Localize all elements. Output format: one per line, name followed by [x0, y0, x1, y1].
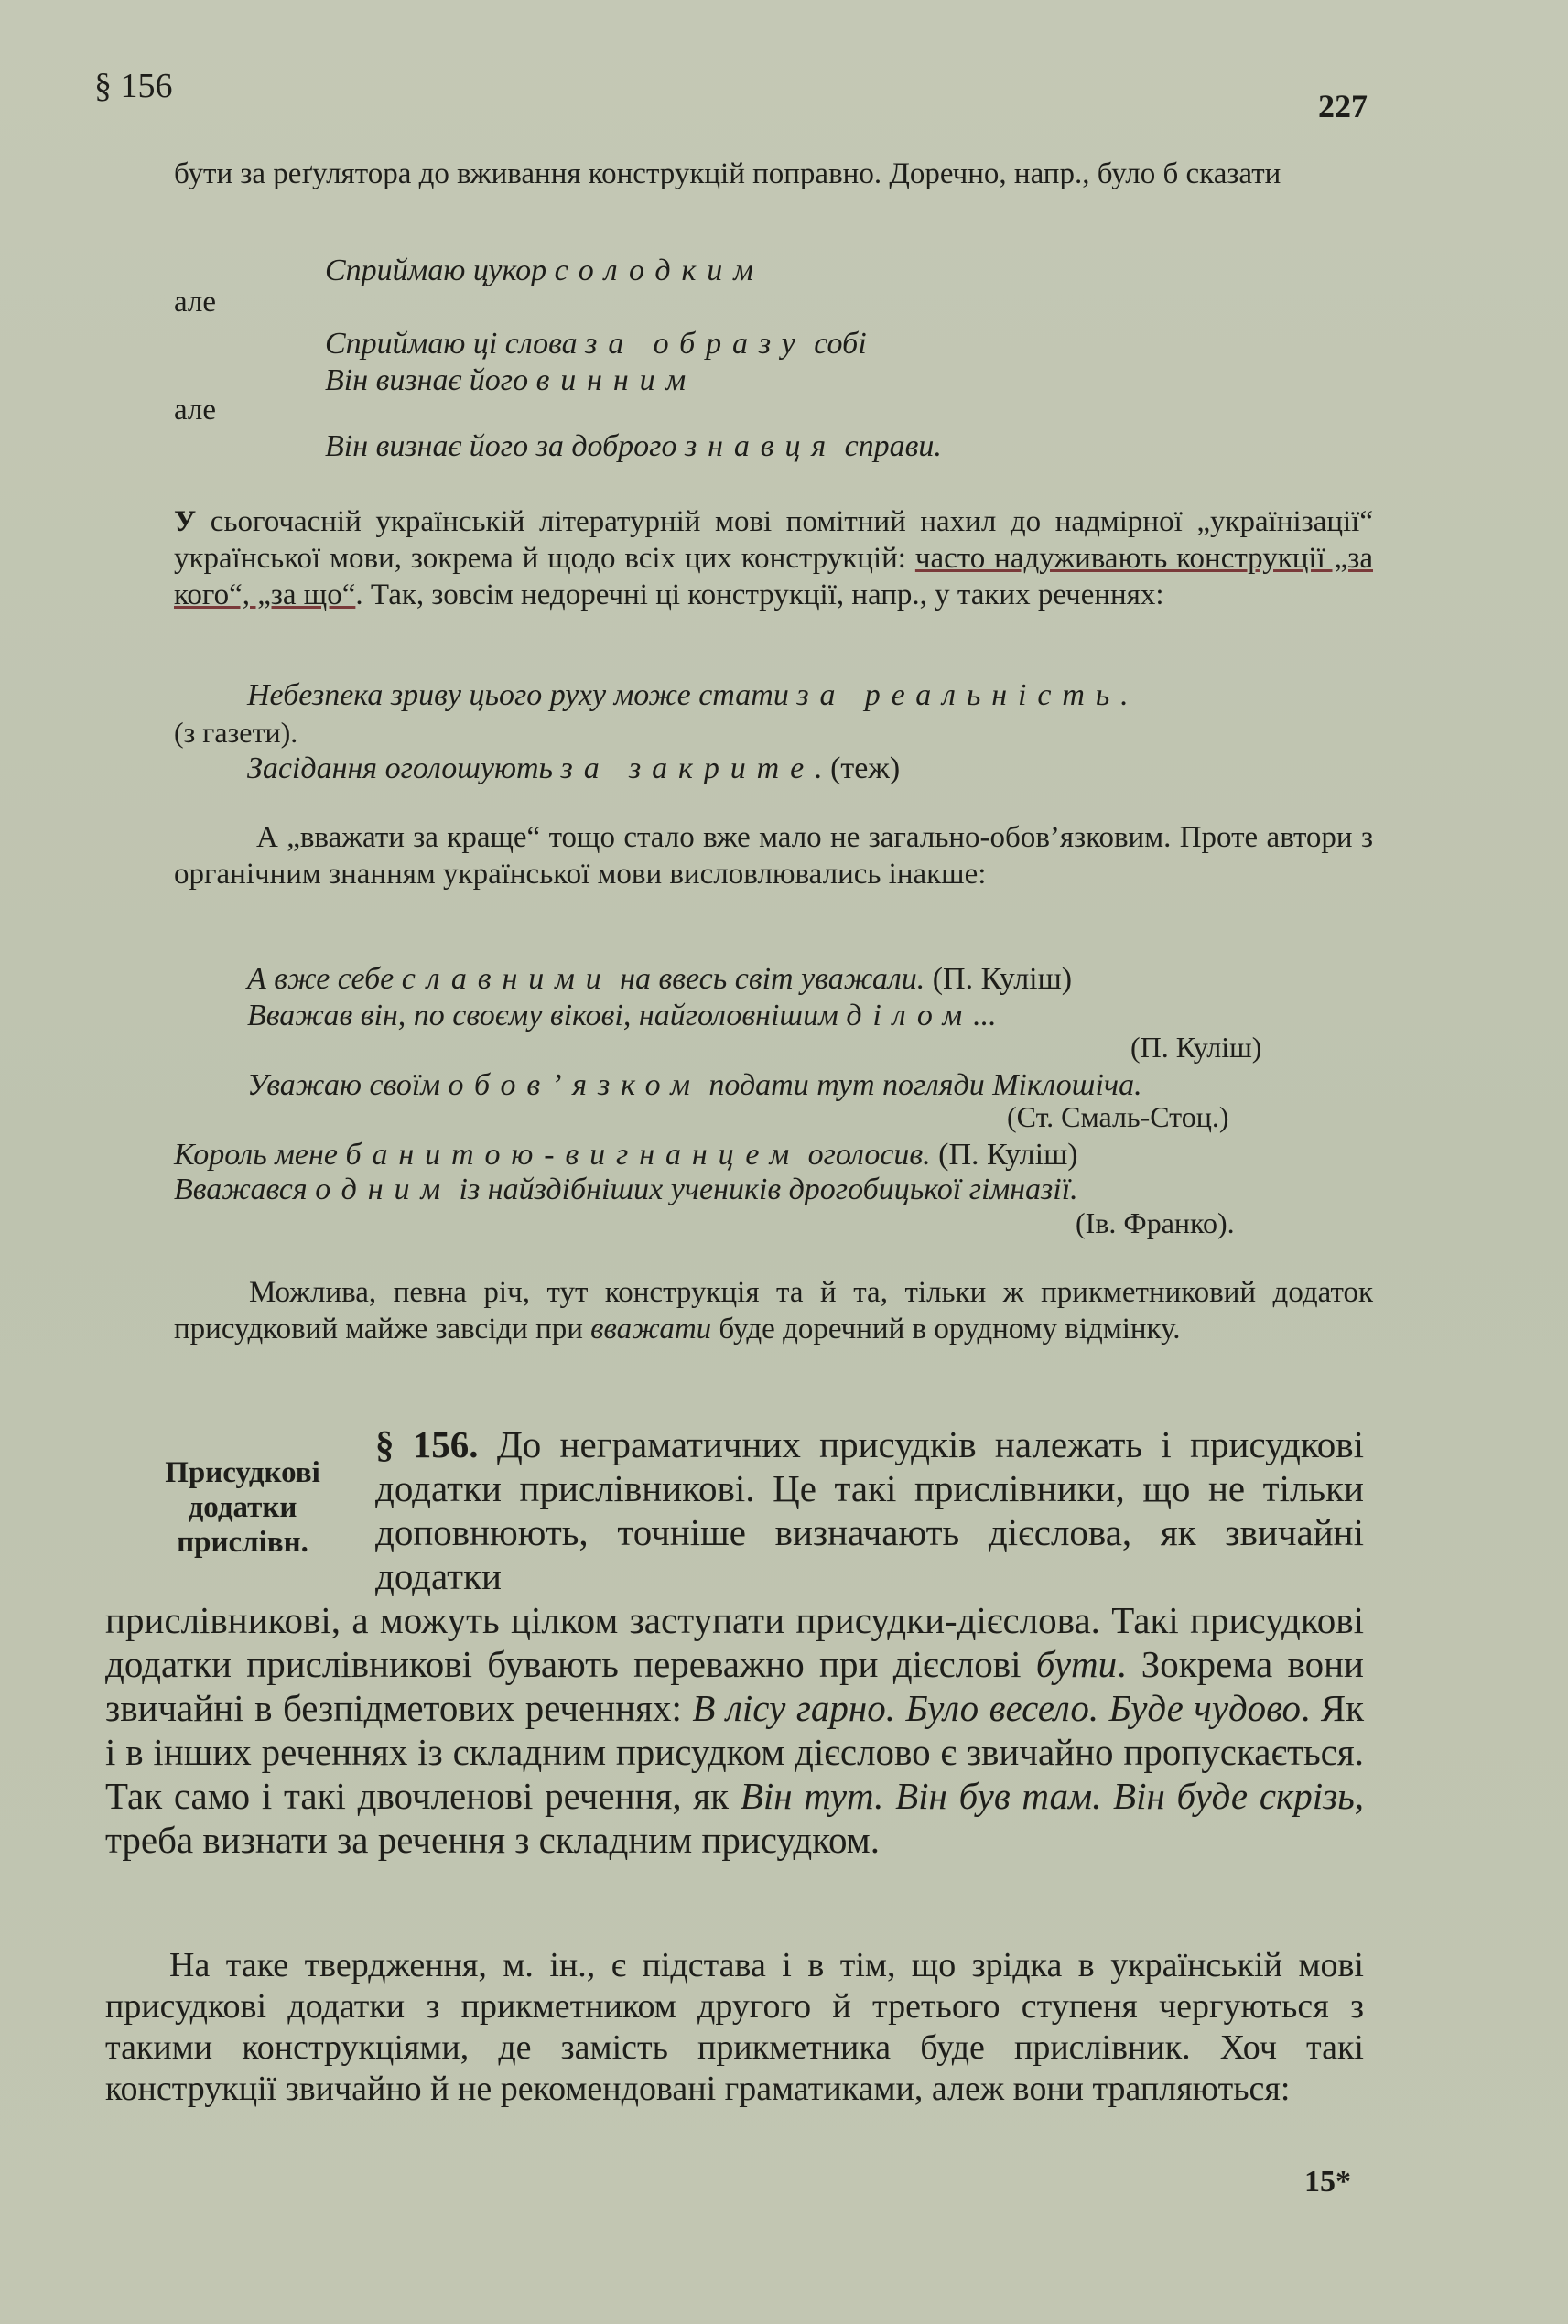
- example-line: Вважався одним із найздібніших учеників дрогобицької гімназії.: [174, 1173, 1078, 1206]
- example-line: Він визнає його винним: [325, 363, 697, 397]
- example-line: Сприймаю цукор солодким: [325, 254, 764, 287]
- signature-mark: 15*: [1304, 2165, 1351, 2199]
- example-line: Засідання оголошують за закрите. (теж): [247, 751, 901, 785]
- example-line: Він визнає його за доброго знавця справи.: [325, 429, 942, 463]
- closing-paragraph: На таке твердження, м. ін., є підстава і в тім, що зрідка в українській мові присудкові додатки з прикметником другого й третього ступеня чергуються з такими конструкціями, де замість прикметника буде прислівник. Хоч такі конструкції звичайно й не рекомендовані граматиками, алеж вони трапляються:: [105, 1946, 1364, 2108]
- conjunction-label: але: [174, 286, 217, 319]
- example-attribution: (теж): [830, 751, 901, 785]
- section-heading: § 156.: [375, 1423, 479, 1465]
- paragraph: Можлива, певна річ, тут конструкція та й та, тільки ж прикметниковий додаток присудковий майже завсіди при вважати буде доречний в орудному відмінку.: [174, 1276, 1373, 1346]
- example-line: Король мене банитою-вигнанцем оголосив. (П. Куліш): [174, 1138, 1078, 1172]
- conjunction-label: але: [174, 394, 217, 427]
- section-margin-title: Присудкові додатки прислівн.: [165, 1456, 320, 1559]
- example-attribution: (П. Куліш): [1130, 1031, 1262, 1064]
- running-head-section: § 156: [94, 67, 173, 105]
- example-line: Сприймаю ці слова за образу собі: [325, 327, 867, 361]
- example-line: Небезпека зриву цього руху може стати за реальність.: [247, 678, 1129, 712]
- example-line: Уважаю своїм обов’язком подати тут погляди Міклошіча.: [247, 1068, 1142, 1102]
- example-attribution: (П. Куліш): [938, 1138, 1078, 1172]
- example-attribution: (Ст. Смаль-Стоц.): [1007, 1100, 1229, 1133]
- section-body: прислівникові, а можуть цілком заступати присудки-дієслова. Такі присудкові додатки прислівникові бувають переважно при дієслові бути. Зокрема вони звичайні в безпідметових реченнях: В лісу гарно. Було весело. Буде чудово. Як і в інших реченнях із складним присудком дієслово є звичайно пропускається. Так само і такі двочленові речення, як Він тут. Він був там. Він буде скрізь, треба визнати за речення з складним присудком.: [105, 1599, 1364, 1861]
- page-number: 227: [1318, 88, 1368, 124]
- example-attribution: (П. Куліш): [932, 962, 1073, 996]
- section-intro: § 156. До неграматичних присудків належать і присудкові додатки прислівникові. Це такі прислівники, що не тільки доповнюють, точніше визначають дієслова, як звичайні додатки: [375, 1423, 1365, 1597]
- example-attribution: (з газети).: [174, 716, 298, 749]
- example-attribution: (Ів. Франко).: [1076, 1206, 1235, 1239]
- example-line: А вже себе славними на ввесь світ уважали. (П. Куліш): [247, 962, 1073, 996]
- paragraph: А „вважати за краще“ тощо стало вже мало не загально-обов’язковим. Проте автори з органічним знанням української мови висловлювались інакше:: [174, 821, 1373, 891]
- example-line: Вважав він, по своєму вікові, найголовнішим ділом...: [247, 999, 997, 1032]
- paragraph: У сьогочасній українській літературній мові помітний нахил до надмірної „українізації“ української мови, зокрема й щодо всіх цих конструкцій: часто надуживають конструкції „за кого“, „за що“. Так, зовсім недоречні ці конструкції, напр., у таких реченнях:: [174, 505, 1373, 611]
- intro-paragraph: бути за реґулятора до вживання конструкцій поправно. Доречно, напр., було б сказати: [174, 157, 1281, 190]
